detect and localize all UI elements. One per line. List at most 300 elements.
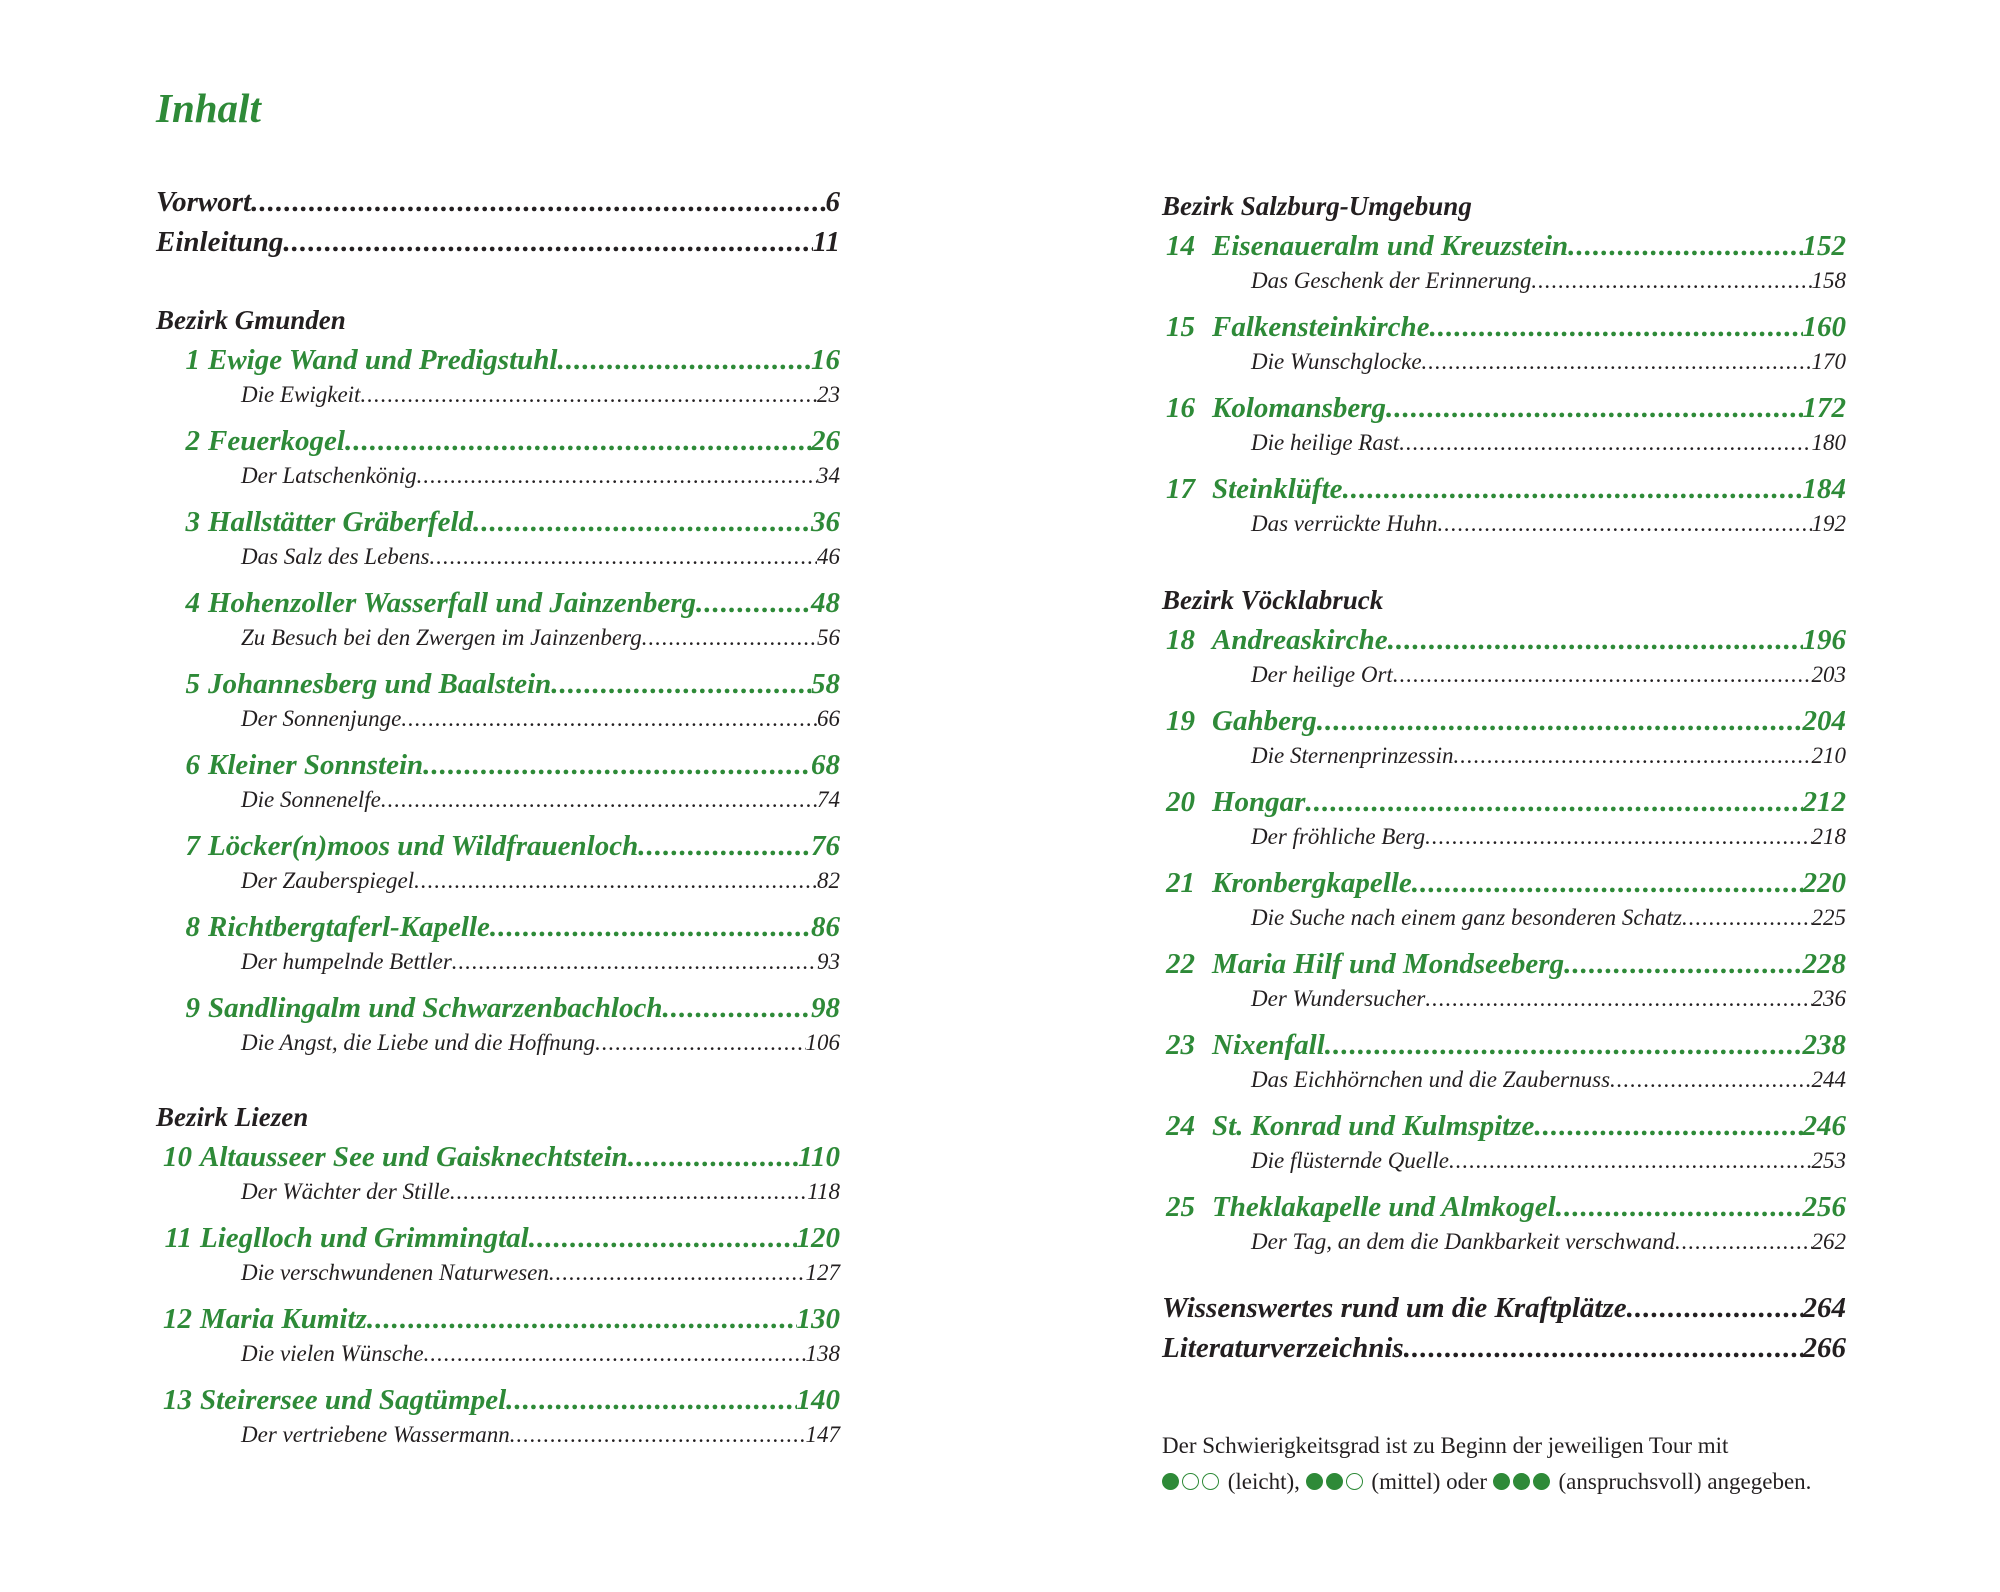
story-page: 74 bbox=[817, 787, 840, 812]
tour-title: Gahberg bbox=[1212, 705, 1317, 737]
tour-label bbox=[156, 506, 473, 539]
tour-title-row[interactable] bbox=[1162, 786, 1846, 824]
leader-dots bbox=[1556, 1191, 1803, 1224]
story-title: Der Zauberspiegel bbox=[241, 868, 415, 893]
tour-label bbox=[156, 344, 557, 377]
leader-dots bbox=[1454, 743, 1812, 769]
tour-page: 212 bbox=[1802, 786, 1846, 818]
tour-title-row[interactable] bbox=[1162, 624, 1846, 662]
story-page: 236 bbox=[1811, 986, 1846, 1011]
leader-dots bbox=[367, 1303, 797, 1336]
leader-dots bbox=[696, 587, 811, 620]
tour-page: 228 bbox=[1802, 948, 1846, 980]
tour-page: 184 bbox=[1802, 473, 1846, 505]
difficulty-easy-icon bbox=[1162, 1464, 1222, 1500]
tour-page: 58 bbox=[811, 668, 840, 700]
story-page: 225 bbox=[1811, 905, 1846, 930]
story-page: 203 bbox=[1811, 662, 1846, 687]
tour-entry bbox=[156, 749, 840, 830]
tour-number: 14 bbox=[1166, 230, 1195, 262]
leader-dots bbox=[450, 1179, 807, 1205]
difficulty-easy-label: (leicht), bbox=[1227, 1469, 1300, 1494]
tour-title-row[interactable] bbox=[1162, 1191, 1846, 1229]
difficulty-note bbox=[1162, 1428, 1862, 1500]
tour-number: 9 bbox=[185, 992, 200, 1024]
story-row[interactable] bbox=[1162, 905, 1846, 939]
leader-dots bbox=[628, 1141, 798, 1174]
difficulty-note-line2 bbox=[1162, 1464, 1862, 1500]
story-title: Die Suche nach einem ganz besonderen Schatz bbox=[1251, 905, 1682, 930]
tour-title-row[interactable] bbox=[1162, 948, 1846, 986]
tour-number: 7 bbox=[185, 830, 200, 862]
toc-left-column bbox=[156, 186, 840, 1465]
tour-title-row[interactable] bbox=[156, 425, 840, 463]
tour-title-row[interactable] bbox=[156, 1384, 840, 1422]
toc-entry-einleitung[interactable] bbox=[156, 226, 840, 266]
toc-entry-label: Einleitung bbox=[156, 226, 284, 258]
story-title: Die Wunschglocke bbox=[1251, 349, 1422, 374]
tour-entry bbox=[1162, 230, 1846, 311]
tour-page: 26 bbox=[811, 425, 840, 457]
toc-entry-label: Wissenswertes rund um die Kraftplätze bbox=[1162, 1292, 1627, 1324]
story-page: 34 bbox=[817, 463, 840, 488]
leader-dots bbox=[1568, 230, 1802, 263]
tour-label bbox=[1162, 1110, 1534, 1143]
leader-dots bbox=[381, 787, 817, 813]
story-title: Das Salz des Lebens bbox=[241, 544, 430, 569]
story-title: Die vielen Wünsche bbox=[241, 1341, 424, 1366]
tour-title-row[interactable] bbox=[156, 749, 840, 787]
tour-page: 48 bbox=[811, 587, 840, 619]
story-row[interactable] bbox=[156, 949, 840, 983]
story-title: Die verschwundenen Naturwesen bbox=[241, 1260, 549, 1285]
tour-page: 140 bbox=[796, 1384, 840, 1416]
story-title: Der fröhliche Berg bbox=[1251, 824, 1426, 849]
leader-dots bbox=[251, 186, 825, 219]
leader-dots bbox=[1534, 1110, 1802, 1143]
tour-page: 220 bbox=[1802, 867, 1846, 899]
tour-label bbox=[1162, 867, 1412, 900]
tour-title-row[interactable] bbox=[156, 1303, 840, 1341]
difficulty-note-line1: Der Schwierigkeitsgrad ist zu Beginn der jeweiligen Tour mit bbox=[1162, 1433, 1729, 1458]
tour-label bbox=[156, 1384, 506, 1417]
leader-dots bbox=[1430, 311, 1803, 344]
tour-page: 204 bbox=[1802, 705, 1846, 737]
tour-title: Hallstätter Gräberfeld bbox=[208, 506, 474, 538]
tour-number: 24 bbox=[1166, 1110, 1195, 1142]
story-title: Das Geschenk der Erinnerung bbox=[1251, 268, 1532, 293]
tour-entry bbox=[156, 1222, 840, 1303]
story-page: 210 bbox=[1811, 743, 1846, 768]
tour-page: 238 bbox=[1802, 1029, 1846, 1061]
tour-number: 6 bbox=[185, 749, 200, 781]
tour-number: 10 bbox=[163, 1141, 192, 1173]
tour-title: Kolomansberg bbox=[1212, 392, 1387, 424]
tour-title: Steinklüfte bbox=[1212, 473, 1343, 505]
story-row[interactable] bbox=[1162, 268, 1846, 302]
story-row[interactable] bbox=[1162, 349, 1846, 383]
tour-page: 160 bbox=[1802, 311, 1846, 343]
story-row[interactable] bbox=[156, 868, 840, 902]
tour-page: 68 bbox=[811, 749, 840, 781]
tour-page: 86 bbox=[811, 911, 840, 943]
leader-dots bbox=[557, 344, 811, 377]
tour-number: 21 bbox=[1166, 867, 1195, 899]
tour-entry bbox=[1162, 1110, 1846, 1191]
story-page: 46 bbox=[817, 544, 840, 569]
leader-dots bbox=[662, 992, 811, 1025]
story-title: Die heilige Rast bbox=[1251, 430, 1400, 455]
story-row[interactable] bbox=[156, 1030, 840, 1064]
story-page: 170 bbox=[1811, 349, 1846, 374]
tour-label bbox=[156, 1141, 628, 1174]
tour-label bbox=[156, 1303, 367, 1336]
tour-entry bbox=[1162, 948, 1846, 1029]
leader-dots bbox=[1317, 705, 1803, 738]
tour-label bbox=[156, 587, 696, 620]
tour-entry bbox=[156, 1141, 840, 1222]
leader-dots bbox=[529, 1222, 797, 1255]
story-page: 262 bbox=[1811, 1229, 1846, 1254]
tour-title: Andreaskirche bbox=[1212, 624, 1388, 656]
leader-dots bbox=[642, 625, 817, 651]
tour-entry bbox=[156, 1303, 840, 1384]
tour-title-row[interactable] bbox=[156, 587, 840, 625]
story-row[interactable] bbox=[156, 1260, 840, 1294]
tour-entry bbox=[1162, 392, 1846, 473]
story-title: Die Sternenprinzessin bbox=[1251, 743, 1454, 768]
tour-title: Feuerkogel bbox=[208, 425, 345, 457]
page-title: Inhalt bbox=[156, 85, 261, 131]
tour-entry bbox=[156, 587, 840, 668]
leader-dots bbox=[1404, 1332, 1803, 1365]
leader-dots bbox=[1564, 948, 1802, 981]
toc-entry-literaturverzeichnis[interactable] bbox=[1162, 1332, 1846, 1372]
appendix-entries bbox=[1162, 1292, 1846, 1372]
tour-number: 25 bbox=[1166, 1191, 1195, 1223]
story-title: Die Ewigkeit bbox=[241, 382, 361, 407]
leader-dots bbox=[595, 1030, 805, 1056]
tour-entry bbox=[1162, 705, 1846, 786]
tour-title: Nixenfall bbox=[1212, 1029, 1325, 1061]
tour-number: 13 bbox=[163, 1384, 192, 1416]
tour-label bbox=[156, 830, 638, 863]
tour-title-row[interactable] bbox=[156, 506, 840, 544]
story-title: Der vertriebene Wassermann bbox=[241, 1422, 510, 1447]
leader-dots bbox=[1343, 473, 1803, 506]
leader-dots bbox=[283, 226, 812, 259]
tour-label bbox=[1162, 624, 1388, 657]
tour-label bbox=[156, 992, 662, 1025]
tour-page: 16 bbox=[811, 344, 840, 376]
tour-entry bbox=[1162, 867, 1846, 948]
tour-entry bbox=[1162, 624, 1846, 705]
story-title: Der Wundersucher bbox=[1251, 986, 1426, 1011]
tour-title: Ewige Wand und Predigstuhl bbox=[208, 344, 558, 376]
tour-title-row[interactable] bbox=[1162, 867, 1846, 905]
tour-number: 1 bbox=[185, 344, 200, 376]
tour-number: 20 bbox=[1166, 786, 1195, 818]
tour-title-row[interactable] bbox=[1162, 1110, 1846, 1148]
tour-entry bbox=[156, 1384, 840, 1465]
leader-dots bbox=[1325, 1029, 1803, 1062]
tour-number: 11 bbox=[164, 1222, 192, 1254]
tour-entry bbox=[1162, 473, 1846, 554]
tour-label bbox=[1162, 392, 1386, 425]
tour-label bbox=[1162, 705, 1317, 738]
story-page: 56 bbox=[817, 625, 840, 650]
section-title: Bezirk Salzburg-Umgebung bbox=[1162, 191, 1472, 221]
leader-dots bbox=[1422, 349, 1812, 375]
leader-dots bbox=[473, 506, 811, 539]
tour-title-row[interactable] bbox=[1162, 392, 1846, 430]
tour-number: 16 bbox=[1166, 392, 1195, 424]
story-row[interactable] bbox=[156, 463, 840, 497]
story-title: Der heilige Ort bbox=[1251, 662, 1393, 687]
tour-label bbox=[1162, 230, 1568, 263]
tour-entry bbox=[1162, 311, 1846, 392]
difficulty-medium-label: (mittel) oder bbox=[1371, 1469, 1488, 1494]
story-page: 23 bbox=[817, 382, 840, 407]
leader-dots bbox=[490, 911, 811, 944]
section-title: Bezirk Vöcklabruck bbox=[1162, 585, 1384, 615]
leader-dots bbox=[1682, 905, 1812, 931]
tour-title: Maria Hilf und Mondseeberg bbox=[1212, 948, 1565, 980]
tour-title-row[interactable] bbox=[156, 344, 840, 382]
right-sections bbox=[1162, 188, 1846, 1272]
tour-title-row[interactable] bbox=[156, 830, 840, 868]
tour-title: Kronbergkapelle bbox=[1212, 867, 1412, 899]
tour-title-row[interactable] bbox=[1162, 705, 1846, 743]
tour-label bbox=[1162, 473, 1343, 506]
tour-label bbox=[1162, 948, 1564, 981]
leader-dots bbox=[1675, 1229, 1812, 1255]
story-row[interactable] bbox=[1162, 430, 1846, 464]
story-page: 106 bbox=[805, 1030, 840, 1055]
tour-page: 120 bbox=[796, 1222, 840, 1254]
leader-dots bbox=[1386, 392, 1802, 425]
toc-entry-wissenswertes[interactable] bbox=[1162, 1292, 1846, 1332]
leader-dots bbox=[1449, 1148, 1811, 1174]
story-title: Das verrückte Huhn bbox=[1251, 511, 1438, 536]
tour-label bbox=[156, 425, 345, 458]
tour-number: 5 bbox=[185, 668, 200, 700]
tour-label bbox=[156, 911, 490, 944]
leader-dots bbox=[417, 463, 817, 489]
story-row[interactable] bbox=[1162, 662, 1846, 696]
leader-dots bbox=[1393, 662, 1812, 688]
tour-number: 8 bbox=[185, 911, 200, 943]
leader-dots bbox=[452, 949, 817, 975]
tour-label bbox=[1162, 311, 1430, 344]
story-page: 82 bbox=[817, 868, 840, 893]
tour-title-row[interactable] bbox=[156, 911, 840, 949]
tour-entry bbox=[1162, 1029, 1846, 1110]
tour-title-row[interactable] bbox=[1162, 311, 1846, 349]
tour-entry bbox=[156, 992, 840, 1073]
tour-number: 23 bbox=[1166, 1029, 1195, 1061]
tour-title: Altausseer See und Gaisknechtstein bbox=[200, 1141, 628, 1173]
story-row[interactable] bbox=[156, 1341, 840, 1375]
toc-entry-label: Literaturverzeichnis bbox=[1162, 1332, 1404, 1364]
tour-entry bbox=[156, 506, 840, 587]
tour-page: 76 bbox=[811, 830, 840, 862]
leader-dots bbox=[401, 706, 817, 732]
story-page: 158 bbox=[1811, 268, 1846, 293]
story-page: 127 bbox=[805, 1260, 840, 1285]
tour-page: 110 bbox=[798, 1141, 840, 1173]
tour-entry bbox=[156, 425, 840, 506]
tour-title-row[interactable] bbox=[1162, 1029, 1846, 1067]
leader-dots bbox=[1388, 624, 1803, 657]
tour-entry bbox=[156, 344, 840, 425]
story-row[interactable] bbox=[156, 544, 840, 578]
tour-page: 196 bbox=[1802, 624, 1846, 656]
tour-entry bbox=[156, 668, 840, 749]
story-page: 253 bbox=[1811, 1148, 1846, 1173]
tour-title-row[interactable] bbox=[156, 668, 840, 706]
leader-dots bbox=[1399, 430, 1811, 456]
story-page: 192 bbox=[1811, 511, 1846, 536]
tour-title: Johannesberg und Baalstein bbox=[208, 668, 552, 700]
difficulty-hard-label: (anspruchsvoll) angegeben. bbox=[1558, 1469, 1812, 1494]
difficulty-medium-icon bbox=[1306, 1464, 1366, 1500]
tour-number: 2 bbox=[185, 425, 200, 457]
leader-dots bbox=[638, 830, 811, 863]
tour-page: 130 bbox=[796, 1303, 840, 1335]
story-row[interactable] bbox=[156, 787, 840, 821]
story-row[interactable] bbox=[1162, 743, 1846, 777]
story-row[interactable] bbox=[156, 1179, 840, 1213]
leader-dots bbox=[506, 1384, 796, 1417]
left-sections bbox=[156, 266, 840, 1465]
tour-page: 152 bbox=[1802, 230, 1846, 262]
tour-number: 22 bbox=[1166, 948, 1195, 980]
leader-dots bbox=[1610, 1067, 1811, 1093]
tour-page: 36 bbox=[811, 506, 840, 538]
leader-dots bbox=[1531, 268, 1811, 294]
toc-entry-vorwort[interactable] bbox=[156, 186, 840, 226]
leader-dots bbox=[1627, 1292, 1803, 1325]
tour-title: Maria Kumitz bbox=[200, 1303, 367, 1335]
tour-number: 18 bbox=[1166, 624, 1195, 656]
tour-title: Hongar bbox=[1212, 786, 1306, 818]
section-title: Bezirk Liezen bbox=[156, 1102, 309, 1132]
leader-dots bbox=[345, 425, 811, 458]
tour-page: 256 bbox=[1802, 1191, 1846, 1223]
toc-entry-page: 264 bbox=[1802, 1292, 1846, 1324]
leader-dots bbox=[360, 382, 817, 408]
leader-dots bbox=[429, 544, 817, 570]
tour-title: Sandlingalm und Schwarzenbachloch bbox=[208, 992, 663, 1024]
tour-number: 15 bbox=[1166, 311, 1195, 343]
difficulty-hard-icon bbox=[1493, 1464, 1553, 1500]
story-page: 244 bbox=[1811, 1067, 1846, 1092]
leader-dots bbox=[414, 868, 817, 894]
tour-label bbox=[156, 668, 551, 701]
toc-entry-page: 11 bbox=[812, 226, 840, 258]
leader-dots bbox=[510, 1422, 806, 1448]
story-row[interactable] bbox=[1162, 824, 1846, 858]
story-row[interactable] bbox=[1162, 1229, 1846, 1263]
tour-title-row[interactable] bbox=[1162, 473, 1846, 511]
toc-entry-page: 266 bbox=[1802, 1332, 1846, 1364]
story-page: 66 bbox=[817, 706, 840, 731]
tour-title-row[interactable] bbox=[1162, 230, 1846, 268]
story-row[interactable] bbox=[156, 382, 840, 416]
leader-dots bbox=[1305, 786, 1802, 819]
leader-dots bbox=[549, 1260, 806, 1286]
story-page: 218 bbox=[1811, 824, 1846, 849]
tour-title-row[interactable] bbox=[156, 992, 840, 1030]
tour-entry bbox=[156, 911, 840, 992]
story-title: Das Eichhörnchen und die Zaubernuss bbox=[1251, 1067, 1611, 1092]
story-title: Der Tag, an dem die Dankbarkeit verschwand bbox=[1251, 1229, 1675, 1254]
story-row[interactable] bbox=[156, 1422, 840, 1456]
tour-title: Steirersee und Sagtümpel bbox=[200, 1384, 507, 1416]
story-title: Der Latschenkönig bbox=[241, 463, 417, 488]
story-title: Der Sonnenjunge bbox=[241, 706, 402, 731]
tour-entry bbox=[1162, 786, 1846, 867]
leader-dots bbox=[1412, 867, 1803, 900]
toc-entry-page: 6 bbox=[825, 186, 840, 218]
story-row[interactable] bbox=[156, 625, 840, 659]
story-page: 93 bbox=[817, 949, 840, 974]
leader-dots bbox=[1425, 824, 1811, 850]
tour-label bbox=[156, 749, 423, 782]
tour-title-row[interactable] bbox=[156, 1141, 840, 1179]
story-row[interactable] bbox=[1162, 511, 1846, 545]
tour-title: Löcker(n)moos und Wildfrauenloch bbox=[208, 830, 639, 862]
story-row[interactable] bbox=[156, 706, 840, 740]
tour-number: 3 bbox=[185, 506, 200, 538]
story-page: 118 bbox=[807, 1179, 840, 1204]
story-row[interactable] bbox=[1162, 1067, 1846, 1101]
tour-label bbox=[1162, 1191, 1556, 1224]
tour-title: Lieglloch und Grimmingtal bbox=[200, 1222, 529, 1254]
story-page: 138 bbox=[805, 1341, 840, 1366]
tour-page: 172 bbox=[1802, 392, 1846, 424]
story-title: Die flüsternde Quelle bbox=[1251, 1148, 1450, 1173]
tour-page: 246 bbox=[1802, 1110, 1846, 1142]
leader-dots bbox=[423, 749, 811, 782]
story-title: Der Wächter der Stille bbox=[241, 1179, 450, 1204]
tour-title: Eisenaueralm und Kreuzstein bbox=[1212, 230, 1569, 262]
tour-number: 4 bbox=[185, 587, 200, 619]
toc-entry-label: Vorwort bbox=[156, 186, 252, 218]
tour-entry bbox=[1162, 1191, 1846, 1272]
story-row[interactable] bbox=[1162, 1148, 1846, 1182]
story-title: Der humpelnde Bettler bbox=[241, 949, 452, 974]
tour-label bbox=[1162, 786, 1305, 819]
story-title: Die Angst, die Liebe und die Hoffnung bbox=[241, 1030, 596, 1055]
story-page: 180 bbox=[1811, 430, 1846, 455]
story-row[interactable] bbox=[1162, 986, 1846, 1020]
tour-label bbox=[156, 1222, 529, 1255]
story-title: Zu Besuch bei den Zwergen im Jainzenberg bbox=[241, 625, 642, 650]
tour-entry bbox=[156, 830, 840, 911]
tour-title: Richtbergtaferl-Kapelle bbox=[208, 911, 490, 943]
tour-number: 12 bbox=[163, 1303, 192, 1335]
tour-page: 98 bbox=[811, 992, 840, 1024]
leader-dots bbox=[424, 1341, 806, 1367]
story-title: Die Sonnenelfe bbox=[241, 787, 381, 812]
tour-title: Theklakapelle und Almkogel bbox=[1212, 1191, 1556, 1223]
leader-dots bbox=[551, 668, 811, 701]
tour-number: 17 bbox=[1166, 473, 1195, 505]
tour-title-row[interactable] bbox=[156, 1222, 840, 1260]
tour-title: St. Konrad und Kulmspitze bbox=[1212, 1110, 1535, 1142]
